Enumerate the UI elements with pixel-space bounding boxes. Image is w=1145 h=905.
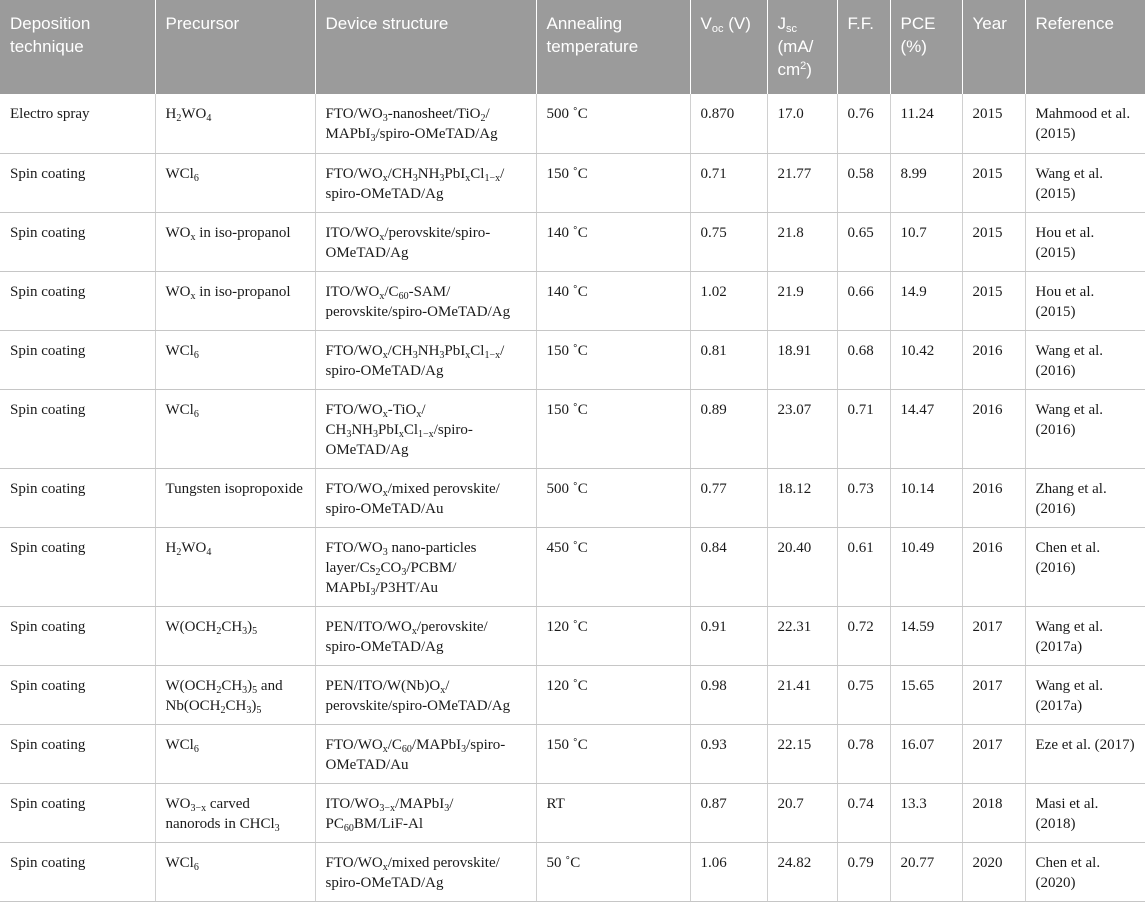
cell-precursor: WCl$_6$ [155,330,315,389]
cell-precursor: $WO_x$ in iso-propanol [155,212,315,271]
cell-voc: 0.71 [690,153,767,212]
cell-ff: 0.78 [837,724,890,783]
cell-deposition-technique: Spin coating [0,271,155,330]
cell-jsc: 23.07 [767,389,837,468]
cell-deposition-technique: Spin coating [0,389,155,468]
cell-device-structure: PEN/$ITO/WO_x/perovskite/$ spiro-OMeTAD/Ag [315,606,536,665]
cell-precursor: WCl$_6$ [155,153,315,212]
table-row [0,212,1145,271]
cell-annealing-temperature: 150 ˚C [536,153,690,212]
header-deposition-technique: Deposition technique [10,14,91,56]
cell-annealing-temperature: 150 ˚C [536,330,690,389]
cell-voc: 0.77 [690,468,767,527]
table-row [0,94,1145,153]
cell-pce: 10.42 [890,330,962,389]
cell-reference: Wang et al. (2017a) [1025,606,1145,665]
cell-device-structure: FTO/$WO_x$/mixed perovskite/ spiro-OMeTAD/Au [315,468,536,527]
cell-device-structure: ITO/$WO_x/perovskite/spiro-$ OMeTAD/Ag [315,212,536,271]
cell-device-structure: FTO/$WO_3$ nano-particles layer/$Cs_2CO_3/PCBM/$ MAPbI$_3$/P3HT/Au [315,527,536,606]
cell-pce: 14.59 [890,606,962,665]
cell-reference: Eze et al. (2017) [1025,724,1145,783]
cell-deposition-technique: Spin coating [0,724,155,783]
cell-deposition-technique: Spin coating [0,842,155,901]
cell-pce: 11.24 [890,94,962,153]
cell-deposition-technique: Spin coating [0,665,155,724]
cell-reference: Hou et al. (2015) [1025,271,1145,330]
header-year: Year [962,0,1025,94]
cell-jsc: 21.8 [767,212,837,271]
cell-precursor: WCl$_6$ [155,389,315,468]
cell-voc: 0.93 [690,724,767,783]
table-header [0,0,1145,94]
cell-ff: 0.73 [837,468,890,527]
cell-ff: 0.61 [837,527,890,606]
cell-ff: 0.68 [837,330,890,389]
cell-voc: 0.75 [690,212,767,271]
cell-deposition-technique: Spin coating [0,330,155,389]
cell-annealing-temperature: 120 ˚C [536,606,690,665]
cell-pce: 20.77 [890,842,962,901]
cell-year: 2015 [962,271,1025,330]
cell-precursor: $WO_{3-x}$ carved nanorods in CHCl$_3$ [155,783,315,842]
cell-year: 2016 [962,389,1025,468]
cell-annealing-temperature: 500 ˚C [536,94,690,153]
cell-jsc: 17.0 [767,94,837,153]
cell-ff: 0.79 [837,842,890,901]
cell-reference: Chen et al. (2020) [1025,842,1145,901]
cell-year: 2018 [962,783,1025,842]
cell-precursor: WCl$_6$ [155,724,315,783]
cell-pce: 8.99 [890,153,962,212]
cell-voc: 1.06 [690,842,767,901]
cell-jsc: 24.82 [767,842,837,901]
table-row [0,330,1145,389]
cell-ff: 0.74 [837,783,890,842]
cell-deposition-technique: Spin coating [0,783,155,842]
cell-reference: Zhang et al. (2016) [1025,468,1145,527]
cell-reference: Hou et al. (2015) [1025,212,1145,271]
cell-ff: 0.65 [837,212,890,271]
cell-pce: 10.7 [890,212,962,271]
cell-device-structure: FTO/$WO_3-nanosheet/TiO_2/$ MAPbI$_3$/spiro-OMeTAD/Ag [315,94,536,153]
cell-annealing-temperature: 150 ˚C [536,724,690,783]
cell-device-structure: FTO/$WO_x/CH_3NH_3PbI_xCl_{1-x}/$ spiro-OMeTAD/Ag [315,153,536,212]
cell-voc: 0.91 [690,606,767,665]
cell-pce: 15.65 [890,665,962,724]
cell-deposition-technique: Spin coating [0,212,155,271]
cell-annealing-temperature: 120 ˚C [536,665,690,724]
cell-ff: 0.72 [837,606,890,665]
cell-precursor: $H_2WO_4$ [155,527,315,606]
cell-reference: Wang et al. (2015) [1025,153,1145,212]
header-pce: PCE (%) [890,0,962,94]
cell-annealing-temperature: RT [536,783,690,842]
cell-device-structure: FTO/$WO_x-TiO_x/$ $CH_3NH_3PbI_xCl_{1-x}/spiro-$ OMeTAD/Ag [315,389,536,468]
cell-annealing-temperature: 50 ˚C [536,842,690,901]
cell-year: 2017 [962,665,1025,724]
table-row [0,468,1145,527]
cell-year: 2016 [962,330,1025,389]
cell-reference: Mahmood et al. (2015) [1025,94,1145,153]
header-jsc: $J_{sc}$ (mA/ $cm^2$) [767,0,837,94]
cell-year: 2016 [962,527,1025,606]
cell-device-structure: ITO/$WO_{3-x}/MAPbI_3/$ $PC_{60}BM/LiF-Al$ [315,783,536,842]
cell-precursor: $W(OCH_2CH_3)_5$ and $Nb(OCH_2CH_3)_5$ [155,665,315,724]
cell-precursor: WCl$_6$ [155,842,315,901]
cell-year: 2015 [962,94,1025,153]
cell-annealing-temperature: 500 ˚C [536,468,690,527]
cell-reference: Chen et al. (2016) [1025,527,1145,606]
cell-pce: 16.07 [890,724,962,783]
cell-jsc: 20.7 [767,783,837,842]
cell-precursor: $W(OCH_2CH_3)_5$ [155,606,315,665]
cell-deposition-technique: Spin coating [0,606,155,665]
cell-device-structure: PEN/$ITO/W(Nb)O_x/$ perovskite/spiro-OMeTAD/Ag [315,665,536,724]
table-row [0,724,1145,783]
cell-pce: 14.9 [890,271,962,330]
table-row [0,665,1145,724]
cell-deposition-technique: Electro spray [0,94,155,153]
table-row [0,606,1145,665]
header-reference: Reference [1025,0,1145,94]
cell-precursor: Tungsten isopropoxide [155,468,315,527]
cell-annealing-temperature: 140 ˚C [536,212,690,271]
cell-jsc: 22.31 [767,606,837,665]
cell-voc: 1.02 [690,271,767,330]
header-annealing-temperature: Annealing temperature [536,0,690,94]
cell-pce: 10.14 [890,468,962,527]
cell-device-structure: ITO/$WO_x/C_{60}-SAM/$ perovskite/spiro-OMeTAD/Ag [315,271,536,330]
cell-annealing-temperature: 450 ˚C [536,527,690,606]
header-device-structure: Device structure [315,0,536,94]
table-row [0,389,1145,468]
cell-voc: 0.870 [690,94,767,153]
cell-jsc: 18.12 [767,468,837,527]
table-body [0,94,1145,901]
cell-ff: 0.75 [837,665,890,724]
cell-jsc: 21.9 [767,271,837,330]
cell-deposition-technique: Spin coating [0,527,155,606]
cell-ff: 0.71 [837,389,890,468]
cell-year: 2020 [962,842,1025,901]
cell-deposition-technique: Spin coating [0,468,155,527]
cell-voc: 0.89 [690,389,767,468]
cell-reference: Wang et al. (2016) [1025,330,1145,389]
cell-precursor: $H_2WO_4$ [155,94,315,153]
cell-voc: 0.81 [690,330,767,389]
cell-year: 2016 [962,468,1025,527]
cell-reference: Wang et al. (2016) [1025,389,1145,468]
cell-jsc: 18.91 [767,330,837,389]
cell-ff: 0.66 [837,271,890,330]
cell-reference: Masi et al. (2018) [1025,783,1145,842]
header-row [0,0,1145,94]
header-ff: F.F. [837,0,890,94]
header-voc: $V_{oc}$ (V) [690,0,767,94]
cell-annealing-temperature: 150 ˚C [536,389,690,468]
table-row [0,783,1145,842]
cell-reference: Wang et al. (2017a) [1025,665,1145,724]
cell-year: 2017 [962,606,1025,665]
table-row [0,153,1145,212]
cell-jsc: 21.77 [767,153,837,212]
cell-year: 2015 [962,212,1025,271]
cell-ff: 0.76 [837,94,890,153]
cell-jsc: 22.15 [767,724,837,783]
cell-voc: 0.87 [690,783,767,842]
cell-jsc: 20.40 [767,527,837,606]
cell-pce: 14.47 [890,389,962,468]
cell-ff: 0.58 [837,153,890,212]
cell-pce: 10.49 [890,527,962,606]
cell-voc: 0.98 [690,665,767,724]
table-row [0,527,1145,606]
cell-annealing-temperature: 140 ˚C [536,271,690,330]
cell-year: 2017 [962,724,1025,783]
cell-deposition-technique: Spin coating [0,153,155,212]
cell-device-structure: FTO/$WO_x/CH_3NH_3PbI_xCl_{1-x}/$ spiro-OMeTAD/Ag [315,330,536,389]
cell-jsc: 21.41 [767,665,837,724]
cell-voc: 0.84 [690,527,767,606]
table-row [0,271,1145,330]
cell-pce: 13.3 [890,783,962,842]
cell-year: 2015 [962,153,1025,212]
header-precursor: Precursor [155,0,315,94]
cell-precursor: $WO_x$ in iso-propanol [155,271,315,330]
cell-device-structure: FTO/$WO_x/C_{60}/MAPbI_3/spiro-$ OMeTAD/Au [315,724,536,783]
cell-device-structure: FTO/$WO_x$/mixed perovskite/ spiro-OMeTAD/Ag [315,842,536,901]
table-row [0,842,1145,901]
